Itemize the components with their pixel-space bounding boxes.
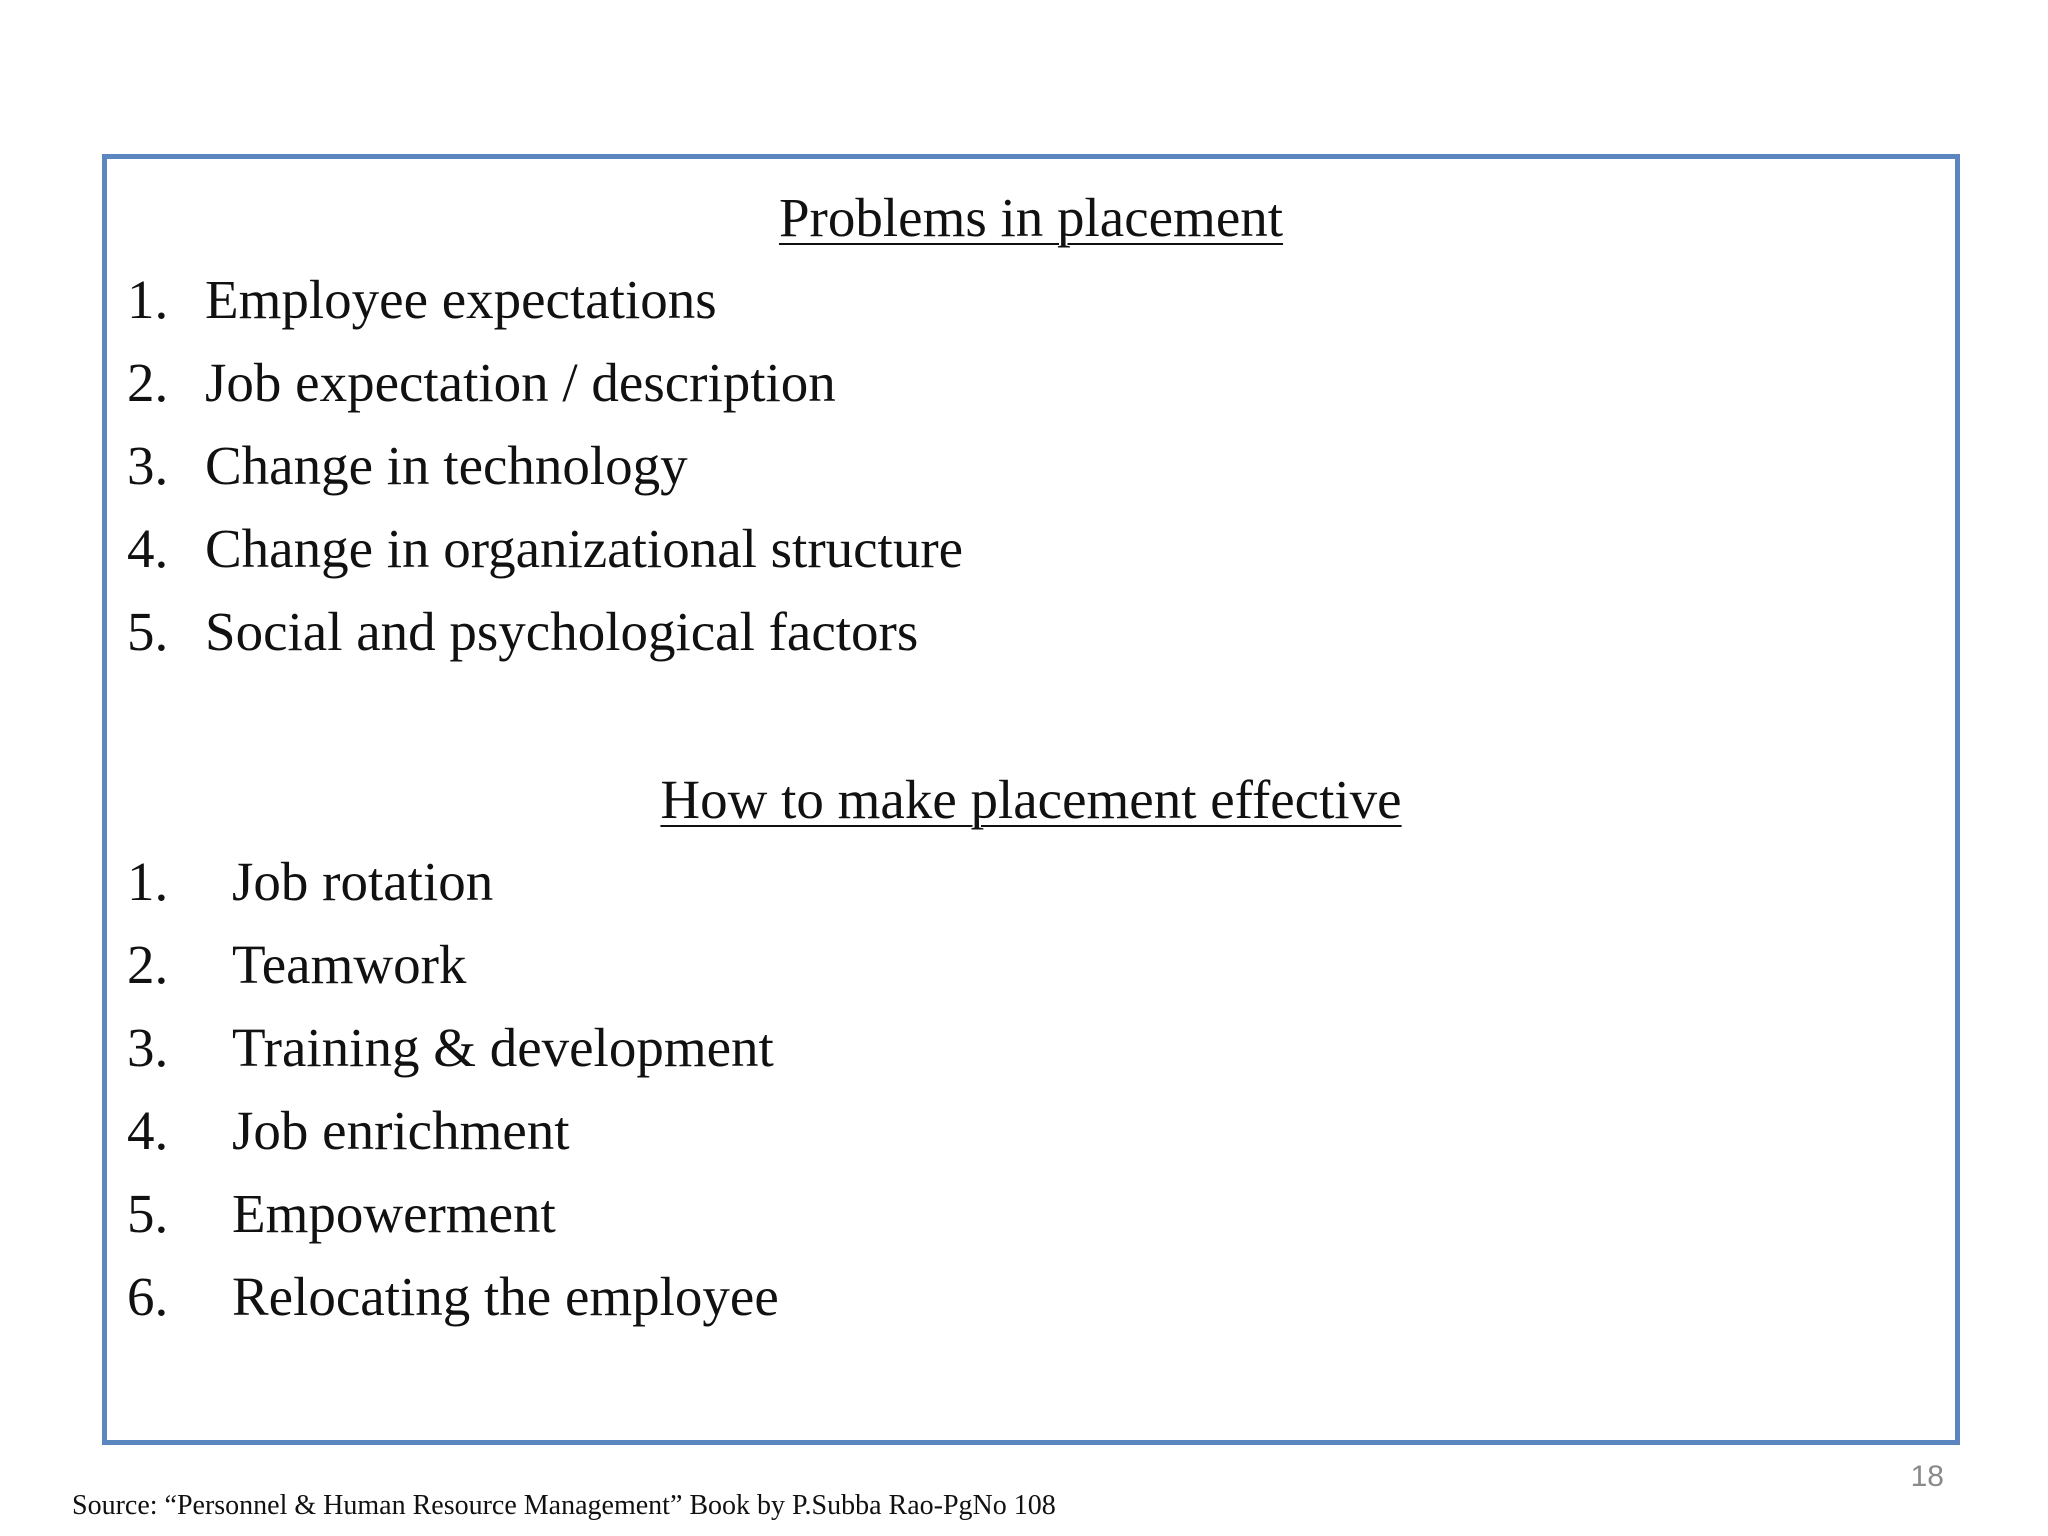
list-text: Training & development	[232, 1017, 774, 1078]
list-number: 1.	[127, 851, 169, 912]
list-text: Employee expectations	[205, 269, 717, 330]
list-number: 2.	[127, 352, 169, 413]
list-text: Teamwork	[232, 934, 467, 995]
list-number: 4.	[127, 518, 169, 579]
list-text: Job rotation	[232, 851, 494, 912]
section-heading-effective: How to make placement effective	[660, 769, 1402, 830]
list-number: 5.	[127, 601, 169, 662]
list-text: Change in organizational structure	[205, 518, 964, 579]
content-box	[102, 154, 1960, 1445]
list-text: Job expectation / description	[205, 352, 836, 413]
list-number: 6.	[127, 1266, 169, 1327]
list-text: Relocating the employee	[232, 1266, 779, 1327]
section-heading-problems: Problems in placement	[778, 187, 1284, 248]
list-text: Social and psychological factors	[205, 601, 919, 662]
list-number: 5.	[127, 1183, 169, 1244]
list-number: 2.	[127, 934, 169, 995]
list-text: Job enrichment	[232, 1100, 570, 1161]
list-text: Empowerment	[232, 1183, 556, 1244]
list-number: 1.	[127, 269, 169, 330]
source-citation: Source: “Personnel & Human Resource Management” Book by P.Subba Rao-PgNo 108	[72, 1490, 1056, 1521]
list-number: 4.	[127, 1100, 169, 1161]
list-number: 3.	[127, 435, 169, 496]
slide-number: 18	[1910, 1460, 1944, 1493]
list-text: Change in technology	[205, 435, 688, 496]
list-number: 3.	[127, 1017, 169, 1078]
